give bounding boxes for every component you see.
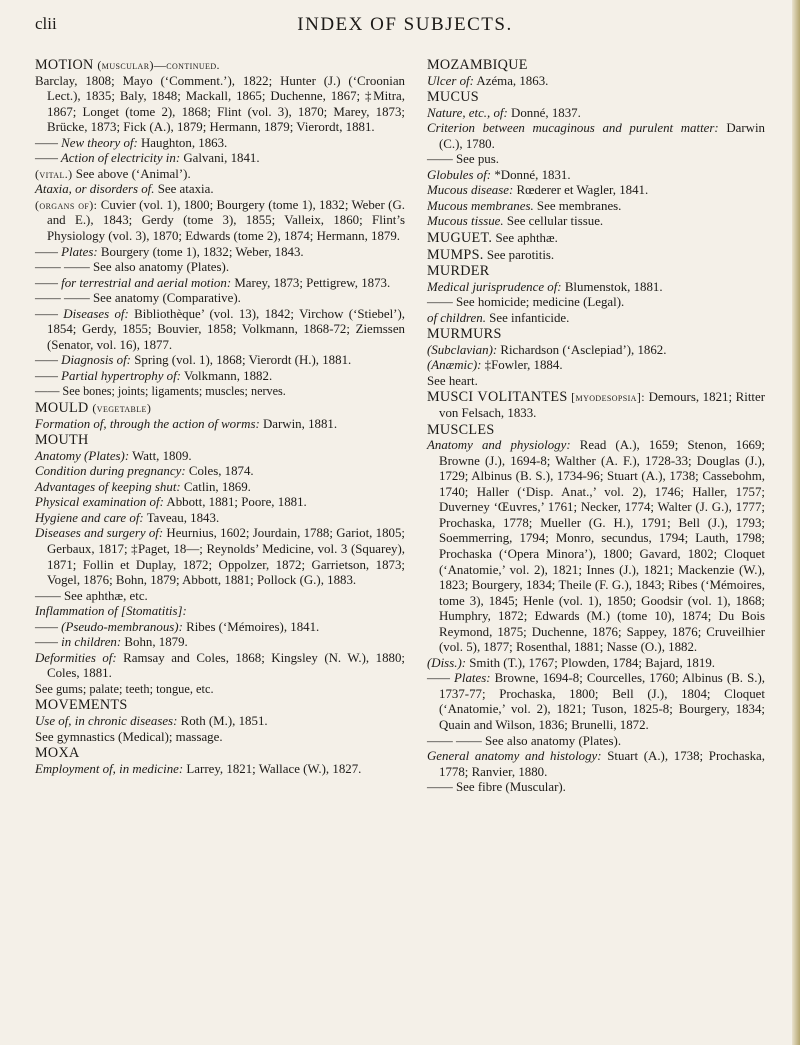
index-line: See heart. xyxy=(427,373,478,388)
headword-text: MOTION xyxy=(35,57,94,73)
index-line: —— Plates: Browne, 1694-8; Courcelles, 1760; Albinus (B. S.), 1737-77; Prochaska, 1800; Bell (J.), 1804; Cloquet (‘Anatomie,’ vol. 2), 1821; Tuson, 1825-8; Bourgery, 1834; Quain and Wilson, 1836; Brunelli, 1872. xyxy=(427,671,765,732)
headword: MOUTH xyxy=(35,432,89,449)
index-line: See gymnastics (Medical); massage. xyxy=(35,729,223,744)
headword: MOULD (vegetable) xyxy=(35,400,152,417)
index-line: —— —— See also anatomy (Plates). xyxy=(427,733,622,748)
index-line: MUSCI VOLITANTES [myodesopsia]: Demours, 1821; Ritter von Felsach, 1833. xyxy=(427,389,765,421)
index-line: Condition during pregnancy: Coles, 1874. xyxy=(35,464,254,479)
index-line: Deformities of: Ramsay and Coles, 1868; Kingsley (N. W.), 1880; Coles, 1881. xyxy=(35,650,405,681)
index-line: —— Action of electricity in: Galvani, 1841. xyxy=(35,151,260,166)
entry-motion xyxy=(35,58,405,400)
index-line: Use of, in chronic diseases: Roth (M.), 1851. xyxy=(35,713,268,728)
page-title: INDEX OF SUBJECTS. xyxy=(297,14,513,35)
entry-mucus xyxy=(427,90,765,230)
headword: MURMURS xyxy=(427,326,502,343)
index-line: (organs of): Cuvier (vol. 1), 1800; Bourgery (tome 1), 1832; Weber (G. and E.), 1843; Gerdy (tome 3), 1855; Valleix, 1860; Flint’s Physiology (vol. 3), 1870; Edwards (tome 2), 1874; Hermann, 1879. xyxy=(35,197,405,244)
entry-moxa xyxy=(35,746,405,777)
left-column xyxy=(35,58,405,778)
entry-mozambique xyxy=(427,58,765,89)
index-line: Inflammation of [Stomatitis]: xyxy=(35,604,187,619)
index-line: Globules of: *Donné, 1831. xyxy=(427,167,571,182)
entry-mould xyxy=(35,401,405,432)
index-line: —— Plates: Bourgery (tome 1), 1832; Weber, 1843. xyxy=(35,244,304,259)
entry-muscles xyxy=(427,423,765,796)
headword-note: (muscular)—continued. xyxy=(97,58,220,72)
entry-mouth xyxy=(35,433,405,697)
index-line: —— See pus. xyxy=(427,152,499,167)
entry-movements xyxy=(35,698,405,745)
index-line: Anatomy (Plates): Watt, 1809. xyxy=(35,448,192,463)
index-line: Ataxia, or disorders of. See ataxia. xyxy=(35,182,214,197)
headword: MOZAMBIQUE xyxy=(427,57,528,73)
index-line: Mucous tissue. See cellular tissue. xyxy=(427,214,604,229)
index-line: Nature, etc., of: Donné, 1837. xyxy=(427,105,581,120)
entry-muguet xyxy=(427,231,765,247)
index-line: Physical examination of: Abbott, 1881; Poore, 1881. xyxy=(35,495,307,510)
index-line: Advantages of keeping shut: Catlin, 1869. xyxy=(35,479,251,494)
index-line: Mucous membranes. See membranes. xyxy=(427,198,622,213)
index-line: MUMPS. See parotitis. xyxy=(427,246,555,263)
index-line: —— Diseases of: Bibliothèque’ (vol. 13), 1842; Virchow (‘Stiebel’), 1854; Gerdy, 1855; Bouvier, 1858; Volkmann, 1868-72; Ziemssen (Senator, vol. 16), 1877. xyxy=(35,306,405,352)
index-line: See gums; palate; teeth; tongue, etc. xyxy=(35,681,214,696)
headword xyxy=(35,58,405,74)
index-line: Mucous disease: Rœderer et Wagler, 1841. xyxy=(427,183,649,198)
right-column xyxy=(427,58,765,797)
headword: MURDER xyxy=(427,263,490,280)
index-line: Diseases and surgery of: Heurnius, 1602; Jourdain, 1788; Gariot, 1805; Gerbaux, 1817; ‡Paget, 18—; Reynolds’ Medicine, vol. 3 (Squarey), 1871; Follin et Duplay, 1872; Oppolzer, 1872; Garrietson, 1873; Vogel, 1876; Bohn, 1879; Abbott, 1881; Pollock (G.), 1883. xyxy=(35,526,405,588)
index-line: —— See bones; joints; ligaments; muscles; nerves. xyxy=(35,384,286,399)
index-line: Formation of, through the action of worms: Darwin, 1881. xyxy=(35,416,338,431)
index-line: (Diss.): Smith (T.), 1767; Plowden, 1784; Bajard, 1819. xyxy=(427,655,715,670)
index-line: —— Partial hypertrophy of: Volkmann, 1882. xyxy=(35,368,273,383)
index-line: MUGUET. See aphthæ. xyxy=(427,230,558,247)
index-line: Anatomy and physiology: Read (A.), 1659; Stenon, 1669; Browne (J.), 1694-8; Walther (A. F.), 1728-33; Douglas (J.), 1729; Albinus (B. S.), 1734-96; Stuart (A.), 1738; Cassebohm, 1740; Haller (‘Disp. Anat.,’ vol. 2), 1746; Haller, 1757; Duverney ‘Œuvres,’ 1761; Necker, 1774; Walter (J. G.), 1777; Prochaska, 1778; Mueller (G. H.), 1791; Bell (J.), 1793; Soemmerring, 1794; Monro, secundus, 1794; Lauth, 1798; Prochaska (‘Opera Minora’), 1800; Gavard, 1802; Cloquet (‘Anatomie,’ vol. 2), 1821; Innes (J.), 1821; Mackenzie (W.), 1823; Bourgery, 1834; Theile (F. G.), 1843; Ribes (‘Mémoires, tome 3), 1845; Henle (vol. 1), 1850; Goodsir (vol. 1), 1868; Humphry, 1872; Edwards (M.) (tome 10), 1874; Du Bois Reymond, 1875; Duchenne, 1876; Sappey, 1876; Cruveilhier (vol. 5), 1877; Rosenthal, 1881; Nasse (O.), 1882. xyxy=(427,438,765,655)
index-line: Employment of, in medicine: Larrey, 1821; Wallace (W.), 1827. xyxy=(35,761,362,776)
index-line: —— —— See also anatomy (Plates). xyxy=(35,260,230,275)
index-line: (Subclavian): Richardson (‘Asclepiad’), 1862. xyxy=(427,342,667,357)
index-line: Ulcer of: Azéma, 1863. xyxy=(427,73,549,88)
headword: MUCUS xyxy=(427,89,479,106)
index-line: Criterion between mucaginous and purulent matter: Darwin (C.), 1780. xyxy=(427,121,765,151)
page-number: clii xyxy=(35,14,57,33)
index-line: Barclay, 1808; Mayo (‘Comment.’), 1822; Hunter (J.) (‘Croonian Lect.), 1835; Baly, 1848; Mackall, 1865; Duchenne, 1867; ‡Mitra, 1867; Longet (tome 2), 1868; Flint (vol. 3), 1870; Marey, 1873; Brücke, 1873; Fick (A.), 1879; Hermann, 1879; Vierordt, 1881. xyxy=(35,73,405,135)
index-line: —— See aphthæ, etc. xyxy=(35,588,148,603)
index-line: —— for terrestrial and aerial motion: Marey, 1873; Pettigrew, 1873. xyxy=(35,275,391,290)
headword: MUSCLES xyxy=(427,421,495,438)
index-line: —— See homicide; medicine (Legal). xyxy=(427,295,625,310)
index-line: —— —— See anatomy (Comparative). xyxy=(35,291,241,306)
entry-musci-volitantes xyxy=(427,390,765,421)
index-line: —— New theory of: Haughton, 1863. xyxy=(35,135,228,150)
running-header xyxy=(35,14,775,38)
headword: MOXA xyxy=(35,745,80,762)
index-line: (Anæmic): ‡Fowler, 1884. xyxy=(427,358,563,373)
index-line: —— (Pseudo-membranous): Ribes (‘Mémoires), 1841. xyxy=(35,619,320,634)
entry-murmurs xyxy=(427,327,765,389)
index-line: —— Diagnosis of: Spring (vol. 1), 1868; Vierordt (H.), 1881. xyxy=(35,353,352,368)
index-line: —— in children: Bohn, 1879. xyxy=(35,635,188,650)
index-line: General anatomy and histology: Stuart (A.), 1738; Prochaska, 1778; Ranvier, 1880. xyxy=(427,749,765,779)
entry-mumps xyxy=(427,248,765,264)
entry-murder xyxy=(427,264,765,326)
headword: MOVEMENTS xyxy=(35,697,128,714)
index-line: Medical jurisprudence of: Blumenstok, 1881. xyxy=(427,279,663,294)
index-line: Hygiene and care of: Taveau, 1843. xyxy=(35,510,220,525)
index-line: (vital.) See above (‘Animal’). xyxy=(35,166,191,181)
index-line: —— See fibre (Muscular). xyxy=(427,780,566,795)
index-line: of children. See infanticide. xyxy=(427,310,570,325)
page-edge xyxy=(792,0,800,1045)
